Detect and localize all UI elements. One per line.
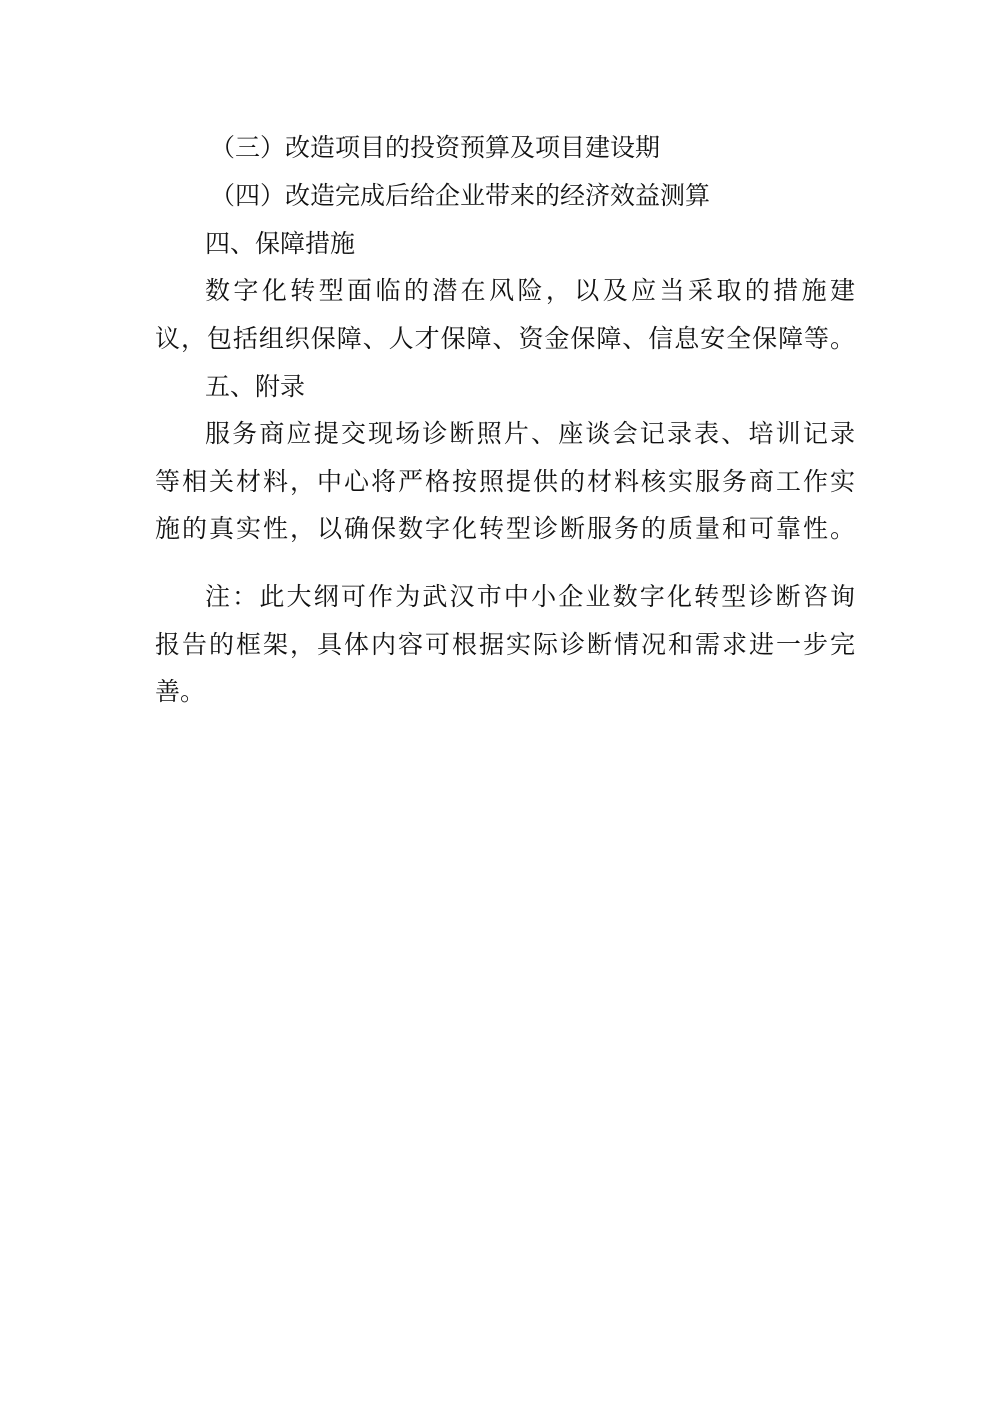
note-line-1: 注：此大纲可作为武汉市中小企业数字化转型诊断咨询 bbox=[205, 582, 855, 611]
section-heading-5: 五、附录 bbox=[205, 372, 306, 401]
sub-item-4: （四）改造完成后给企业带来的经济效益测算 bbox=[210, 181, 711, 210]
note-line-2: 报告的框架，具体内容可根据实际诊断情况和需求进一步完 bbox=[155, 630, 855, 659]
section5-line-1: 服务商应提交现场诊断照片、座谈会记录表、培训记录 bbox=[205, 419, 855, 448]
note-line-3: 善。 bbox=[155, 677, 206, 706]
section4-line-1: 数字化转型面临的潜在风险，以及应当采取的措施建 bbox=[205, 276, 855, 305]
sub-item-3: （三）改造项目的投资预算及项目建设期 bbox=[210, 133, 661, 162]
section5-line-2: 等相关材料，中心将严格按照提供的材料核实服务商工作实 bbox=[155, 467, 855, 496]
section4-line-2: 议，包括组织保障、人才保障、资金保障、信息安全保障等。 bbox=[155, 324, 855, 353]
section5-line-3: 施的真实性，以确保数字化转型诊断服务的质量和可靠性。 bbox=[155, 514, 855, 543]
section-heading-4: 四、保障措施 bbox=[205, 229, 356, 258]
